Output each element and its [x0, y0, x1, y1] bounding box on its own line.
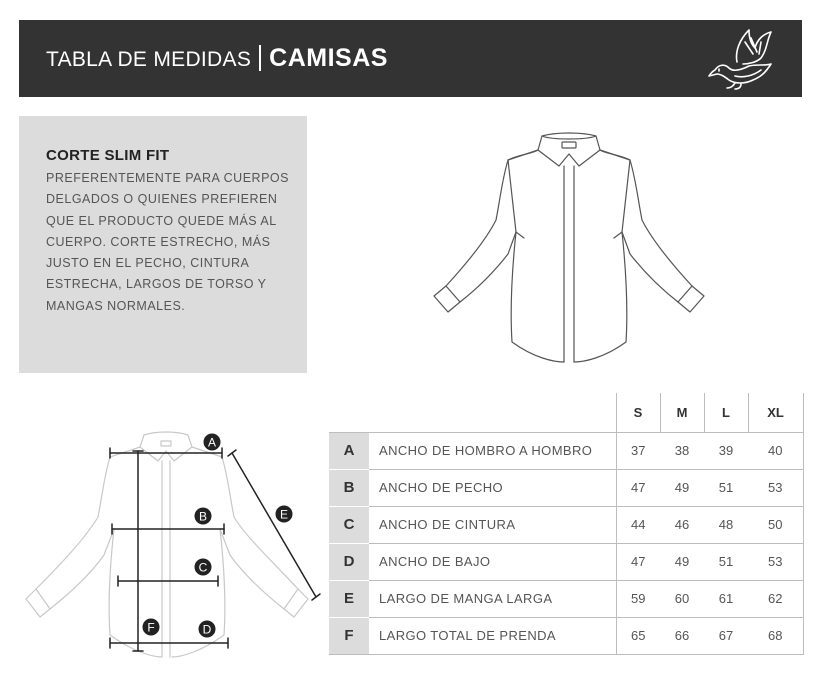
- table-row: [329, 580, 803, 617]
- marker-c: C: [198, 560, 208, 575]
- header-blank: [369, 393, 616, 432]
- size-header: M: [660, 393, 704, 432]
- row-letter: C: [329, 506, 369, 543]
- row-value: 59: [616, 580, 660, 617]
- table-row: [329, 617, 803, 654]
- marker-d: D: [202, 622, 212, 637]
- row-value: 48: [704, 506, 748, 543]
- row-letter: B: [329, 469, 369, 506]
- size-header: L: [704, 393, 748, 432]
- row-value: 62: [748, 580, 803, 617]
- marker-b: B: [198, 509, 208, 524]
- table-row: [329, 469, 803, 506]
- fit-description: PREFERENTEMENTE PARA CUERPOS DELGADOS O QUIENES PREFIEREN QUE EL PRODUCTO QUEDE MÁS AL CUERPO. CORTE ESTRECHO, MÁS JUSTO EN EL PECHO, CINTURA ESTRECHA, LARGOS DE TORSO Y MANGAS NORMALES.: [46, 171, 289, 313]
- row-value: 47: [616, 469, 660, 506]
- row-letter: F: [329, 617, 369, 654]
- size-header: S: [616, 393, 660, 432]
- row-value: 38: [660, 432, 704, 469]
- fit-description-box: [19, 116, 307, 373]
- row-value: 46: [660, 506, 704, 543]
- row-value: 67: [704, 617, 748, 654]
- row-value: 66: [660, 617, 704, 654]
- measurement-markers: [142, 433, 293, 638]
- row-value: 51: [704, 543, 748, 580]
- title-separator: [259, 45, 261, 71]
- row-letter: D: [329, 543, 369, 580]
- table-row: [329, 432, 803, 469]
- row-letter: E: [329, 580, 369, 617]
- row-label: ANCHO DE BAJO: [369, 543, 616, 580]
- table-row: [329, 506, 803, 543]
- row-label: ANCHO DE HOMBRO A HOMBRO: [369, 432, 616, 469]
- size-header: XL: [748, 393, 803, 432]
- row-label: LARGO DE MANGA LARGA: [369, 580, 616, 617]
- row-value: 50: [748, 506, 803, 543]
- row-value: 49: [660, 469, 704, 506]
- row-value: 44: [616, 506, 660, 543]
- row-value: 53: [748, 469, 803, 506]
- marker-a: A: [207, 435, 217, 450]
- row-value: 49: [660, 543, 704, 580]
- title-light: TABLA DE MEDIDAS: [46, 48, 252, 71]
- header-blank: [329, 393, 369, 432]
- row-value: 65: [616, 617, 660, 654]
- row-value: 51: [704, 469, 748, 506]
- row-label: ANCHO DE PECHO: [369, 469, 616, 506]
- size-header-row: [329, 393, 803, 432]
- row-value: 53: [748, 543, 803, 580]
- size-table: [329, 393, 804, 655]
- table-row: [329, 543, 803, 580]
- page-header: [19, 20, 802, 97]
- marker-f: F: [147, 620, 155, 635]
- row-value: 40: [748, 432, 803, 469]
- row-label: LARGO TOTAL DE PRENDA: [369, 617, 616, 654]
- shirt-measurement-diagram: [22, 425, 327, 670]
- row-value: 37: [616, 432, 660, 469]
- duck-logo-icon: [705, 24, 780, 90]
- row-value: 68: [748, 617, 803, 654]
- page-title: [46, 44, 388, 73]
- row-label: ANCHO DE CINTURA: [369, 506, 616, 543]
- fit-title: CORTE SLIM FIT: [46, 147, 170, 164]
- row-value: 39: [704, 432, 748, 469]
- row-value: 60: [660, 580, 704, 617]
- row-letter: A: [329, 432, 369, 469]
- row-value: 61: [704, 580, 748, 617]
- shirt-illustration: [424, 120, 714, 368]
- title-bold: CAMISAS: [269, 44, 388, 72]
- marker-e: E: [279, 507, 289, 522]
- row-value: 47: [616, 543, 660, 580]
